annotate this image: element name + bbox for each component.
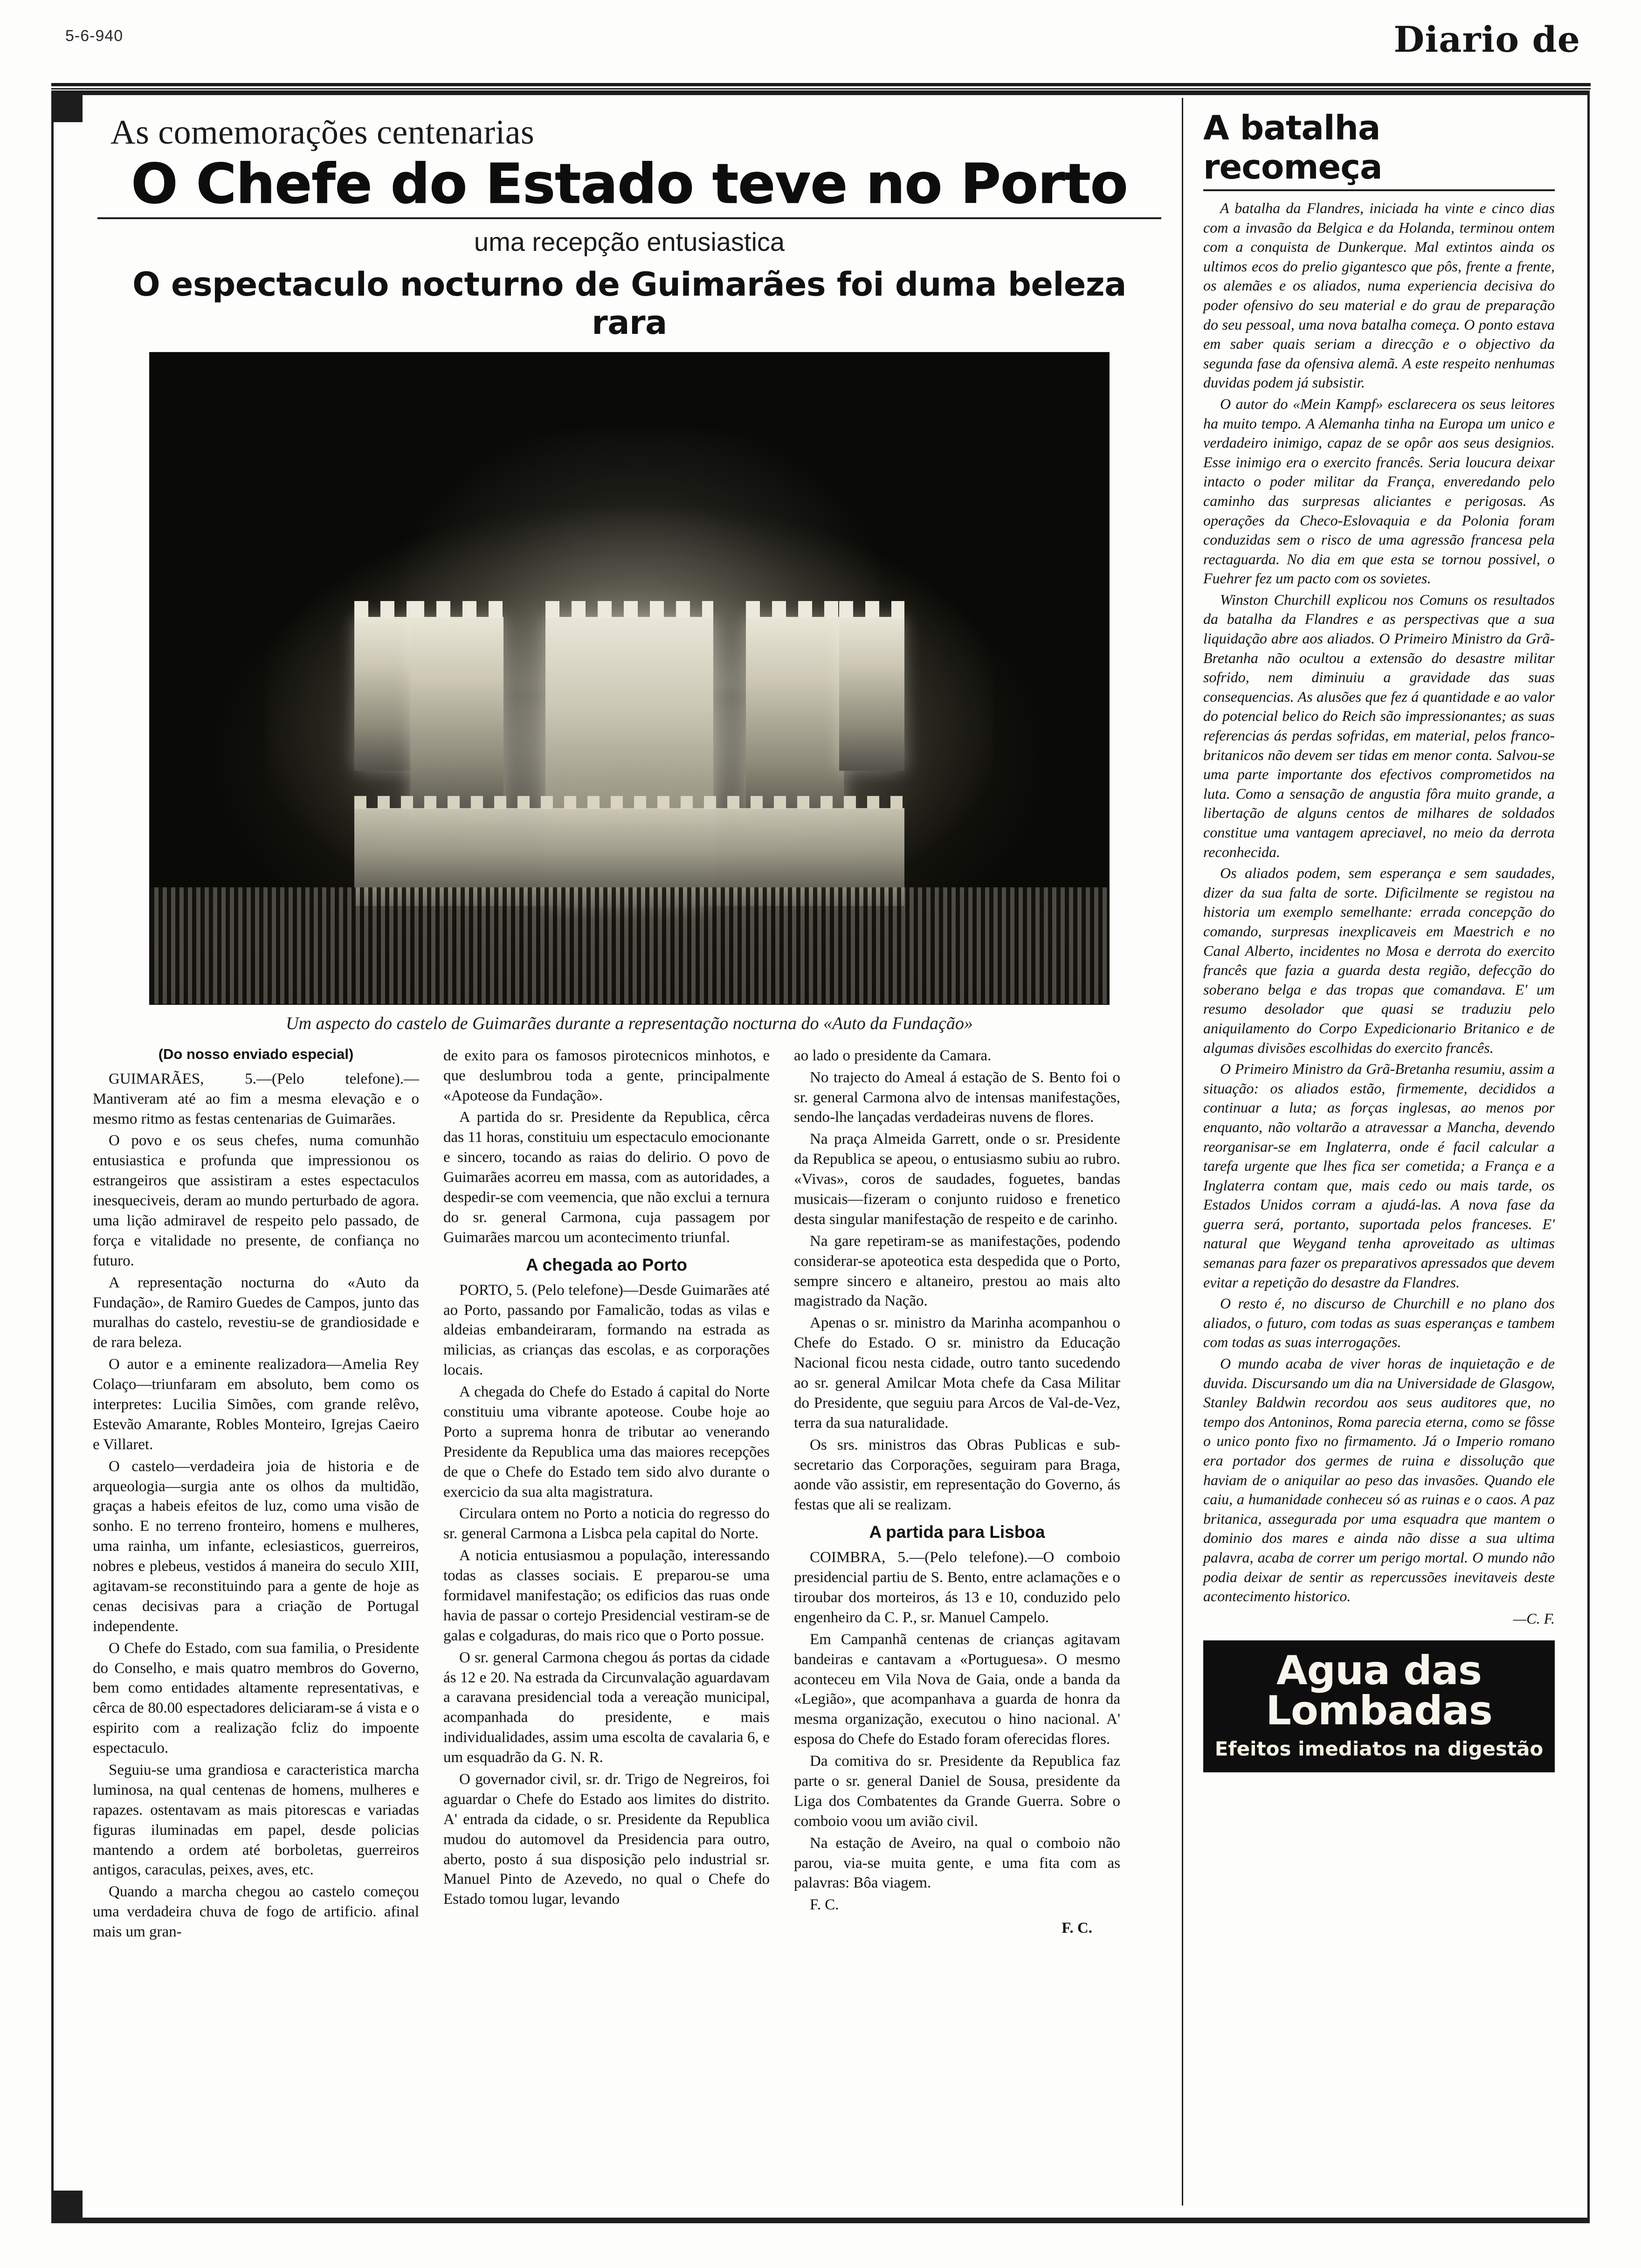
paragraph: No trajecto do Ameal á estação de S. Bento foi o sr. general Carmona alvo de intensas manifestações, sendo-lhe lançadas verdadeiras nuvens de flores. — [794, 1069, 1120, 1126]
paragraph: de exito para os famosos pirotecnicos minhotos, e que deslumbrou toda a gente, principalmente «Apoteose da Fundação». — [443, 1047, 770, 1104]
advertisement[interactable] — [1203, 1640, 1555, 1772]
editorial-headline: A batalha recomeça — [1203, 108, 1382, 187]
paragraph: GUIMARÃES, 5.—(Pelo telefone).— Mantiveram até ao fim a mesma elevação e o mesmo ritmo as festas centenarias de Guimarães. — [93, 1070, 419, 1127]
photo-block — [149, 352, 1110, 1034]
paragraph: O mundo acaba de viver horas de inquietação e de duvida. Discursando um dia na Universidade de Glasgow, Stanley Baldwin recordou aos seus auditores que, no tempo dos Antoninos, Roma parecia eterna, como se fôsse o unico ponto fixo no firmamento. Já o Imperio romano era portador dos germes de ruina e dissolução que haviam de o aniquilar ao peso das invasões. Quando ele caiu, a humanidade conheceu só as ruinas e o caos. A paz britanica, assegurada por uma esquadra que mantem o dominio dos mares e ainda não disse a sua ultima palavra, acaba de correr um perigo mortal. O mundo não podia deixar de sentir as repercussões inevitaveis deste acontecimento historico. — [1203, 1355, 1555, 1605]
paragraph: Os aliados podem, sem esperança e sem saudades, dizer da sua falta de sorte. Dificilmente se registou na historia um exemplo semelhante: errada concepção do comando, surpresas inexplicaveis em Maestrich e no Canal Alberto, incidentes no Mosa e derrota do exercito francês que fazia a guarda desta região, defecção do soberano belga e das tropas que comandava. E' um resumo desolador que quasi se traduziu pelo aniquilamento do Corpo Expedicionario Britanico e de algumas divisões escolhidas do exercito francês. — [1203, 864, 1555, 1056]
subsection-heading-departure: A partida para Lisboa — [869, 1522, 1045, 1542]
paragraph: Seguiu-se uma grandiosa e caracteristica marcha luminosa, na qual centenas de homens, mulheres e rapazes. ostentavam as mais pitorescas e variadas figuras iluminadas em papel, desde policias mantendo a ordem até borboletas, guerreiros antigos, caraculas, peixes, aves, etc. — [93, 1762, 419, 1879]
castle-photo — [149, 352, 1110, 1005]
paragraph: A batalha da Flandres, iniciada ha vinte e cinco dias com a invasão da Belgica e da Holanda, terminou ontem com a conquista de Dunkerque. Mal extintos ainda os ultimos ecos do prelio gigantesco que pôs, frente a frente, os alemães e os aliados, numa experiencia decisiva do poder ofensivo do seu material e do grau de preparação do seu pessoal, uma nova batalha começa. O ponto estava em saber quais seriam a direcção e o objectivo da segunda fase da ofensiva alemã. A este respeito nenhumas duvidas podem já subsistir. — [1203, 200, 1555, 391]
ad-subtitle: Efeitos imediatos na digestão — [1214, 1737, 1544, 1760]
castle-tower-right — [746, 617, 844, 822]
paragraph: A chegada do Chefe do Estado á capital do Norte constituiu uma vibrante apoteose. Coube hoje ao Porto a suprema honra de tributar ao venerando Presidente da Republica uma das maiores recepções de que o Chefe do Estado tem sido alvo durante o exercicio da sua alta magistratura. — [443, 1383, 770, 1500]
castle-tower-left — [410, 617, 503, 817]
headline-rule — [97, 217, 1161, 219]
castle-silhouette — [354, 617, 904, 906]
castle-tower-far-left — [354, 617, 420, 771]
paragraph: O Chefe do Estado, com sua familia, o Presidente do Conselho, e mais quatro membros do Governo, bem como entidades altamente representativas, e cêrca de 80.00 espectadores deliciaram-se á vista e o espirito com a realização fcliz do impoente espectaculo. — [93, 1639, 419, 1757]
article-headline: O Chefe do Estado teve no Porto — [131, 152, 1128, 216]
paper-title: Diario de — [1393, 19, 1580, 60]
paragraph: Na estação de Aveiro, na qual o comboio não parou, via-se muita gente, e uma fita com as palavras: Bôa viagem. — [794, 1834, 1120, 1892]
article-kicker: As comemorações centenarias — [110, 113, 535, 152]
article-subhead: uma recepção entusiastica — [474, 227, 785, 256]
article-column-2 — [443, 1046, 770, 1944]
paragraph: Os srs. ministros das Obras Publicas e sub-secretario das Corporações, seguiram para Braga, aonde vão assistir, em representação do Governo, ás festas que ali se realizam. — [794, 1436, 1120, 1514]
paragraph: Apenas o sr. ministro da Marinha acompanhou o Chefe do Estado. O sr. ministro da Educação Nacional ficou nesta cidade, outro tanto sucedendo ao sr. general Amilcar Mota chefe da Casa Militar do Presidente, que seguiu para Arcos de Val-de-Vez, terra da sua naturalidade. — [794, 1314, 1120, 1431]
castle-tower-far-right — [839, 617, 904, 771]
paragraph: O castelo—verdadeira joia de historia e de arqueologia—surgia ante os olhos da multidão, graças a habeis efeitos de luz, como uma visão de sonho. E no terreno fronteiro, homens e mulheres, uma rainha, um infante, eclesiasticos, guerreiros, nobres e plebeus, vestidos á maneira do seculo XIII, agitavam-se reconstituindo para a gente de hoje as cenas decisivas para a criação de Portugal independente. — [93, 1458, 419, 1635]
paragraph: O autor do «Mein Kampf» esclarecera os seus leitores ha muito tempo. A Alemanha tinha na Europa um unico e verdadeiro inimigo, capaz de se opôr aos seus designios. Esse inimigo era o exercito francês. Seria loucura deixar intacto o poder militar da França, enveredando pelo caminho das surpresas aliciantes e perigosas. As operações da Checo-Eslovaquia e da Polonia foram conduzidas sem o risco de uma agressão francesa pela rectaguarda. No dia em que esta se tornou possivel, o Fuehrer fez um pacto com os sovietes. — [1203, 395, 1555, 587]
paragraph: O povo e os seus chefes, numa comunhão entusiastica e profunda que impressionou os estrangeiros que assistiram a estes espectaculos inesqueciveis, deram ao mundo perturbado de agora. uma lição admiravel de respeito pelo passado, de força e vitalidade no presente, de confiança no futuro. — [93, 1132, 419, 1269]
byline-source: (Do nosso enviado especial) — [158, 1045, 354, 1062]
paragraph: O Primeiro Ministro da Grã-Bretanha resumiu, assim a situação: os aliados estão, firmemente, decididos a continuar a luta; as forças inglesas, ao menos por enquanto, não voltarão a atravessar a Mancha, devendo reorganisar-se em Inglaterra, onde é facil calcular a tarefa urgente que lhes fica ser cometida; a França e a Inglaterra contam que, mais cedo ou mais tarde, os Estados Unidos corram a ajudá-las. A nova fase da guerra será, portanto, suportada pelos franceses. E' natural que Weygand tenha aproveitado as ultimas semanas para fazer os preparativos apressados que devem evitar a repetição do desastre da Flandres. — [1203, 1060, 1555, 1291]
paragraph: A partida do sr. Presidente da Republica, cêrca das 11 horas, constituiu um espectaculo emocionante e sincero, tocando as raias do delirio. O povo de Guimarães acorreu em massa, com as autoridades, a despedir-se com veemencia, que não exclui a ternura do sr. general Carmona, cuja passagem por Guimarães marcou um acontecimento triunfal. — [443, 1109, 770, 1246]
paragraph: O resto é, no discurso de Churchill e no plano dos aliados, o futuro, com todas as suas esperanças e tambem com todas as suas interrogações. — [1203, 1295, 1555, 1351]
paragraph: F. C. — [810, 1896, 839, 1914]
paragraph: ao lado o presidente da Camara. — [794, 1047, 992, 1064]
article-columns — [93, 1046, 1166, 1944]
folio-date: 5-6-940 — [65, 27, 124, 45]
editorial-column — [1185, 93, 1587, 2220]
paragraph: A noticia entusiasmou a população, interessando todas as classes sociais. E preparou-se uma formidavel manifestação; os edificios das ruas onde havia de passar o cortejo Presidencial vestiram-se de galas e colgaduras, do mais rico que o Porto possue. — [443, 1547, 770, 1644]
article-column-3 — [794, 1046, 1120, 1944]
paragraph: Na praça Almeida Garrett, onde o sr. Presidente da Republica se apeou, o entusiasmo subiu ao rubro. «Vivas», coros de saudades, foguetes, bandas musicais—fizeram o conjunto ruidoso e frenetico desta singular manifestação de respeito e de carinho. — [794, 1131, 1120, 1228]
paragraph: Na gare repetiram-se as manifestações, podendo considerar-se apoteotica esta despedida que o Porto, sempre sincero e altaneiro, prestou ao mais alto magistrado da Nação. — [794, 1232, 1120, 1310]
masthead — [0, 0, 1641, 93]
article-signature: F. C. — [1062, 1920, 1092, 1937]
page-frame — [51, 93, 1590, 2220]
editorial-signature: —C. F. — [1513, 1610, 1555, 1627]
paragraph: Circulara ontem no Porto a noticia do regresso do sr. general Carmona a Lisbca pela capital do Norte. — [443, 1505, 770, 1542]
paragraph: A representação nocturna do «Auto da Fundação», de Ramiro Guedes de Campos, junto das muralhas do castelo, revestiu-se de grandiosidade e de rara beleza. — [93, 1274, 419, 1351]
paragraph: Winston Churchill explicou nos Comuns os resultados da batalha da Flandres e as perspectivas que a sua liquidação abre aos aliados. O Primeiro Ministro da Grã-Bretanha não ocultou a extensão do desastre militar sofrido, nem diminuiu a gravidade das suas consequencias. As alusões que fez á quantidade e ao valor do potencial belico do Reich são impressionantes; as suas referencias ás perdas sofridas, em material, pelos franco-britanicos não devem ser tidas em menor conta. Salvou-se uma parte importante dos efectivos comprometidos na luta. Como a sensação de angustia fôra muito grande, a libertação de alguns centos de milhares de soldados constitue uma vantagem apreciavel, no meio da derrota reconhecida. — [1203, 591, 1555, 860]
paragraph: O governador civil, sr. dr. Trigo de Negreiros, foi aguardar o Chefe do Estado aos limites do distrito. A' entrada da cidade, o sr. Presidente da Republica mudou do automovel da Presidencia para outro, aberto, posto á sua disposição pelo industrial sr. Manuel Pinto de Azevedo, no qual o Chefe do Estado tomou lugar, levando — [443, 1771, 770, 1908]
paragraph: Quando a marcha chegou ao castelo começou uma verdadeira chuva de fogo de artificio. afinal mais um gran- — [93, 1883, 419, 1941]
article-column-1 — [93, 1046, 419, 1944]
paragraph: O sr. general Carmona chegou ás portas da cidade ás 12 e 20. Na estrada da Circunvalação aguardavam a caravana presidencial toda a vereação municipal, acompanhada do presidente, e mais individualidades, assim uma escolta de cavalaria 6, e um esquadrão da G. N. R. — [443, 1649, 770, 1766]
subsection-heading-arrival: A chegada ao Porto — [525, 1255, 688, 1274]
main-article — [54, 93, 1182, 2220]
ad-title: Agua das Lombadas — [1266, 1647, 1492, 1734]
paragraph: O autor e a eminente realizadora—Amelia Rey Colaço—triunfaram em absoluto, bem como os interpretes: Lucilia Simões, com grande relêvo, Estevão Amarante, Robles Monteiro, Igrejas Caeiro e Villaret. — [93, 1356, 419, 1453]
masthead-rule — [51, 83, 1591, 90]
editorial-rule — [1203, 189, 1555, 191]
paragraph: PORTO, 5. (Pelo telefone)—Desde Guimarães até ao Porto, passando por Famalicão, todas as vilas e aldeias embandeiraram, formando na estrada as milicias, as crianças das escolas, e as corporações locais. — [443, 1281, 770, 1379]
paragraph: Da comitiva do sr. Presidente da Republica faz parte o sr. general Daniel de Sousa, presidente da Liga dos Combatentes da Grande Guerra. Sobre o comboio voou um avião civil. — [794, 1753, 1120, 1830]
article-secondary-headline: O espectaculo nocturno de Guimarães foi duma beleza rara — [132, 265, 1126, 342]
paragraph: Em Campanhã centenas de crianças agitavam bandeiras e cantavam a «Portuguesa». O mesmo aconteceu em Vila Nova de Gaia, onde a banda da «Legião», que acompanhava a guarda de honra da mesma organização, executou o hino nacional. A' esposa do Chefe do Estado foram oferecidas flores. — [794, 1631, 1120, 1748]
photo-crowd — [150, 887, 1109, 1004]
paragraph: COIMBRA, 5.—(Pelo telefone).—O comboio presidencial partiu de S. Bento, entre aclamações e o tiroubar dos morteiros, ás 13 e 10, conduzido pelo engenheiro da C. P., sr. Manuel Campelo. — [794, 1549, 1120, 1626]
photo-caption: Um aspecto do castelo de Guimarães durante a representação nocturna do «Auto da Fundação» — [286, 1013, 973, 1033]
